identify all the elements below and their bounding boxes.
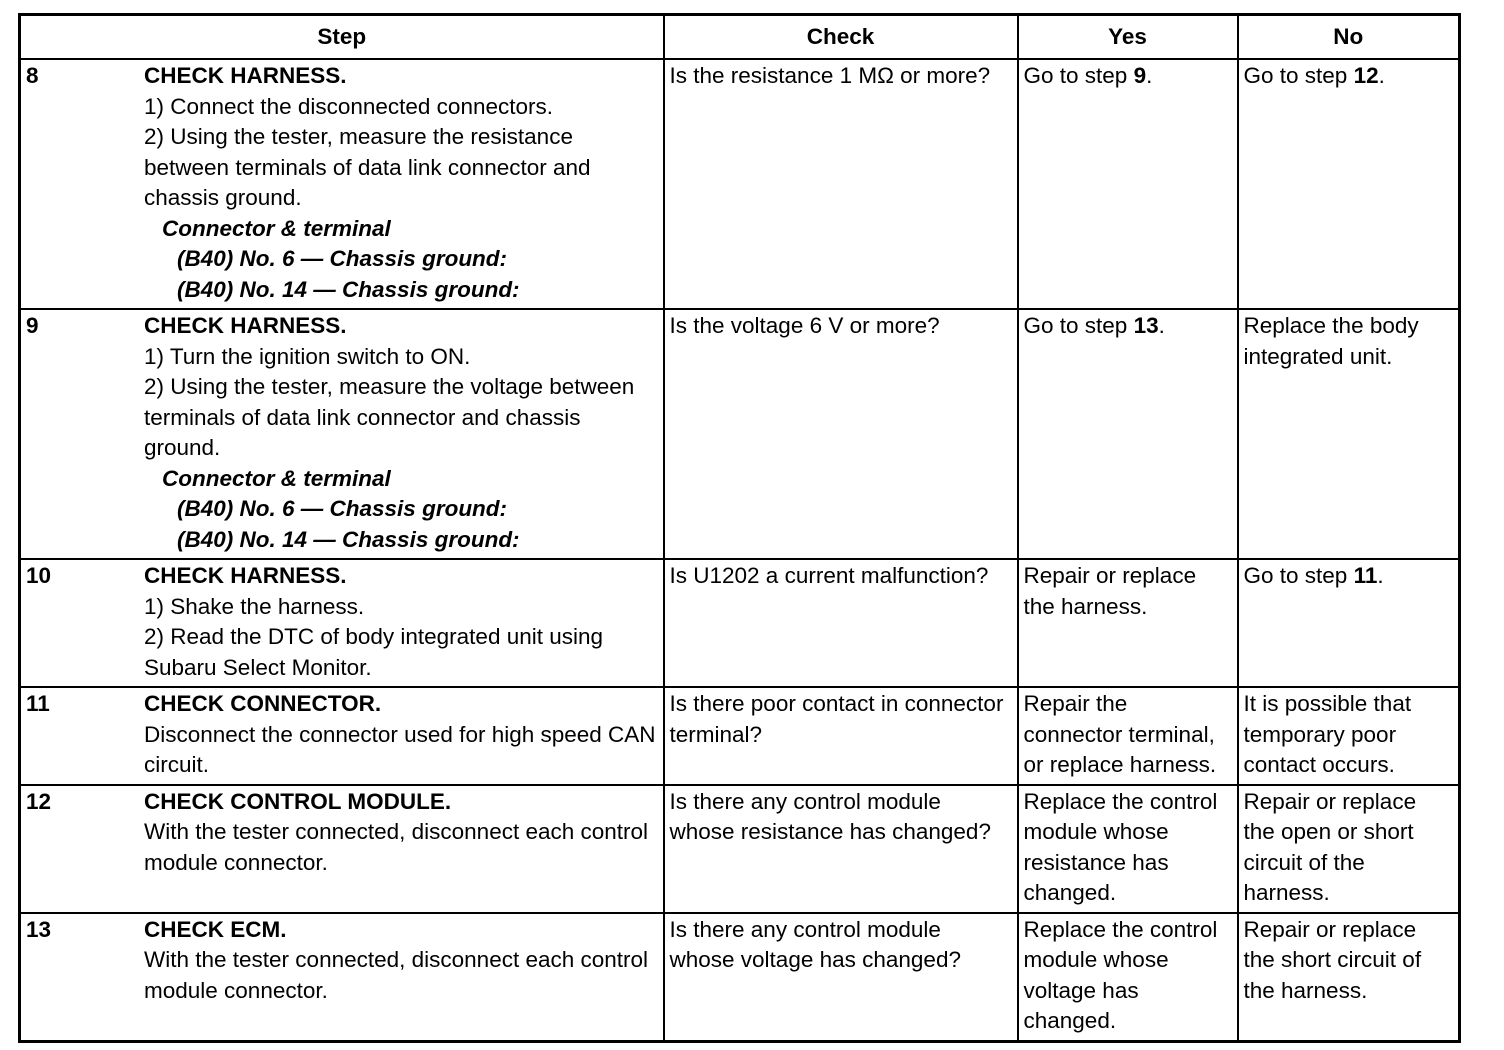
yes-text: Replace the control module whose resistance has changed.: [1023, 788, 1218, 905]
yes-cell: [1018, 687, 1238, 785]
step-cell: [20, 559, 664, 687]
table-header-row: [20, 15, 1460, 60]
step-cell: [20, 687, 664, 785]
yes-cell: [1018, 785, 1238, 913]
no-cell: [1238, 913, 1460, 1042]
header-check: Check: [664, 15, 1018, 60]
check-cell: Is U1202 a current malfunction?: [664, 559, 1018, 687]
no-cell: [1238, 687, 1460, 785]
yes-step-ref: 13: [1133, 313, 1159, 338]
step-number: 11: [26, 691, 50, 716]
no-cell: [1238, 309, 1460, 559]
step-instruction: Disconnect the connector used for high speed CAN circuit.: [144, 721, 656, 777]
connector-terminal-item: (B40) No. 6 — Chassis ground:: [177, 246, 508, 271]
step-instruction: With the tester connected, disconnect each control module connector.: [144, 947, 649, 1003]
yes-text: Go to step: [1023, 313, 1134, 338]
no-cell: [1238, 559, 1460, 687]
check-cell: Is there poor contact in connector terminal?: [664, 687, 1018, 785]
no-step-ref: 11: [1353, 563, 1378, 588]
step-title: CHECK HARNESS.: [144, 63, 347, 88]
yes-end: .: [1158, 313, 1165, 338]
step-body: [144, 61, 656, 305]
connector-terminal-item: (B40) No. 14 — Chassis ground:: [177, 276, 520, 302]
step-instruction: 2) Using the tester, measure the voltage between terminals of data link connector and chassis ground.: [144, 374, 635, 460]
step-number: 12: [26, 788, 52, 814]
yes-text: Repair or replace the harness.: [1023, 563, 1197, 619]
step-body: [144, 689, 656, 781]
step-title: CHECK HARNESS.: [144, 563, 347, 588]
yes-cell: [1018, 59, 1238, 309]
yes-text: Replace the control module whose voltage has changed.: [1023, 916, 1218, 1033]
no-text: Replace the body integrated unit.: [1243, 313, 1419, 369]
step-instruction: 1) Shake the harness.: [144, 593, 365, 619]
connector-terminal-item: (B40) No. 6 — Chassis ground:: [177, 496, 508, 521]
connector-terminal-heading: Connector & terminal: [162, 465, 391, 491]
step-cell: [20, 913, 664, 1042]
table-body: [20, 59, 1460, 1041]
check-cell: Is the resistance 1 MΩ or more?: [664, 59, 1018, 309]
step-cell: [20, 785, 664, 913]
table-row: [20, 309, 1460, 559]
step-number: 9: [26, 313, 39, 338]
no-text: It is possible that temporary poor contact occurs.: [1243, 691, 1412, 777]
step-instruction: With the tester connected, disconnect each control module connector.: [144, 819, 649, 875]
check-cell: Is there any control module whose voltage has changed?: [664, 913, 1018, 1042]
step-body: [144, 915, 656, 1007]
step-body: [144, 561, 656, 683]
header-step: Step: [20, 15, 664, 60]
step-number: 10: [26, 563, 52, 588]
no-step-ref: 12: [1353, 63, 1379, 88]
table-row: [20, 687, 1460, 785]
step-body: [144, 311, 656, 555]
header-yes: Yes: [1018, 15, 1238, 60]
no-text: Go to step: [1243, 563, 1354, 588]
yes-cell: [1018, 309, 1238, 559]
yes-text: Repair the connector terminal, or replace harness.: [1023, 691, 1217, 777]
step-instruction: 2) Read the DTC of body integrated unit using Subaru Select Monitor.: [144, 624, 604, 680]
step-instruction: 1) Turn the ignition switch to ON.: [144, 343, 471, 369]
yes-step-ref: 9: [1133, 63, 1147, 88]
step-instruction: 2) Using the tester, measure the resistance between terminals of data link connector and chassis ground.: [144, 124, 591, 210]
yes-cell: [1018, 559, 1238, 687]
no-cell: [1238, 785, 1460, 913]
step-cell: [20, 59, 664, 309]
step-title: CHECK CONNECTOR.: [144, 691, 382, 716]
connector-terminal-heading: Connector & terminal: [162, 215, 391, 241]
step-instruction: 1) Connect the disconnected connectors.: [144, 93, 553, 119]
header-no: No: [1238, 15, 1460, 60]
step-number: 13: [26, 916, 52, 942]
diagnostic-table-container: [18, 13, 1458, 1043]
table-row: [20, 913, 1460, 1042]
yes-end: .: [1146, 63, 1153, 88]
step-title: CHECK HARNESS.: [144, 313, 347, 338]
no-cell: [1238, 59, 1460, 309]
yes-text: Go to step: [1023, 63, 1134, 88]
table-row: [20, 559, 1460, 687]
check-cell: Is the voltage 6 V or more?: [664, 309, 1018, 559]
table-row: [20, 785, 1460, 913]
no-text: Repair or replace the open or short circuit of the harness.: [1243, 788, 1417, 905]
table-row: [20, 59, 1460, 309]
check-cell: Is there any control module whose resistance has changed?: [664, 785, 1018, 913]
yes-cell: [1018, 913, 1238, 1042]
step-body: [144, 787, 656, 879]
step-number: 8: [26, 63, 39, 88]
step-title: CHECK CONTROL MODULE.: [144, 788, 452, 814]
no-end: .: [1377, 563, 1384, 588]
diagnostic-table: [18, 13, 1461, 1043]
no-text: Go to step: [1243, 63, 1354, 88]
no-end: .: [1378, 63, 1385, 88]
step-title: CHECK ECM.: [144, 916, 287, 942]
no-text: Repair or replace the short circuit of the harness.: [1243, 916, 1422, 1003]
step-cell: [20, 309, 664, 559]
connector-terminal-item: (B40) No. 14 — Chassis ground:: [177, 526, 520, 552]
